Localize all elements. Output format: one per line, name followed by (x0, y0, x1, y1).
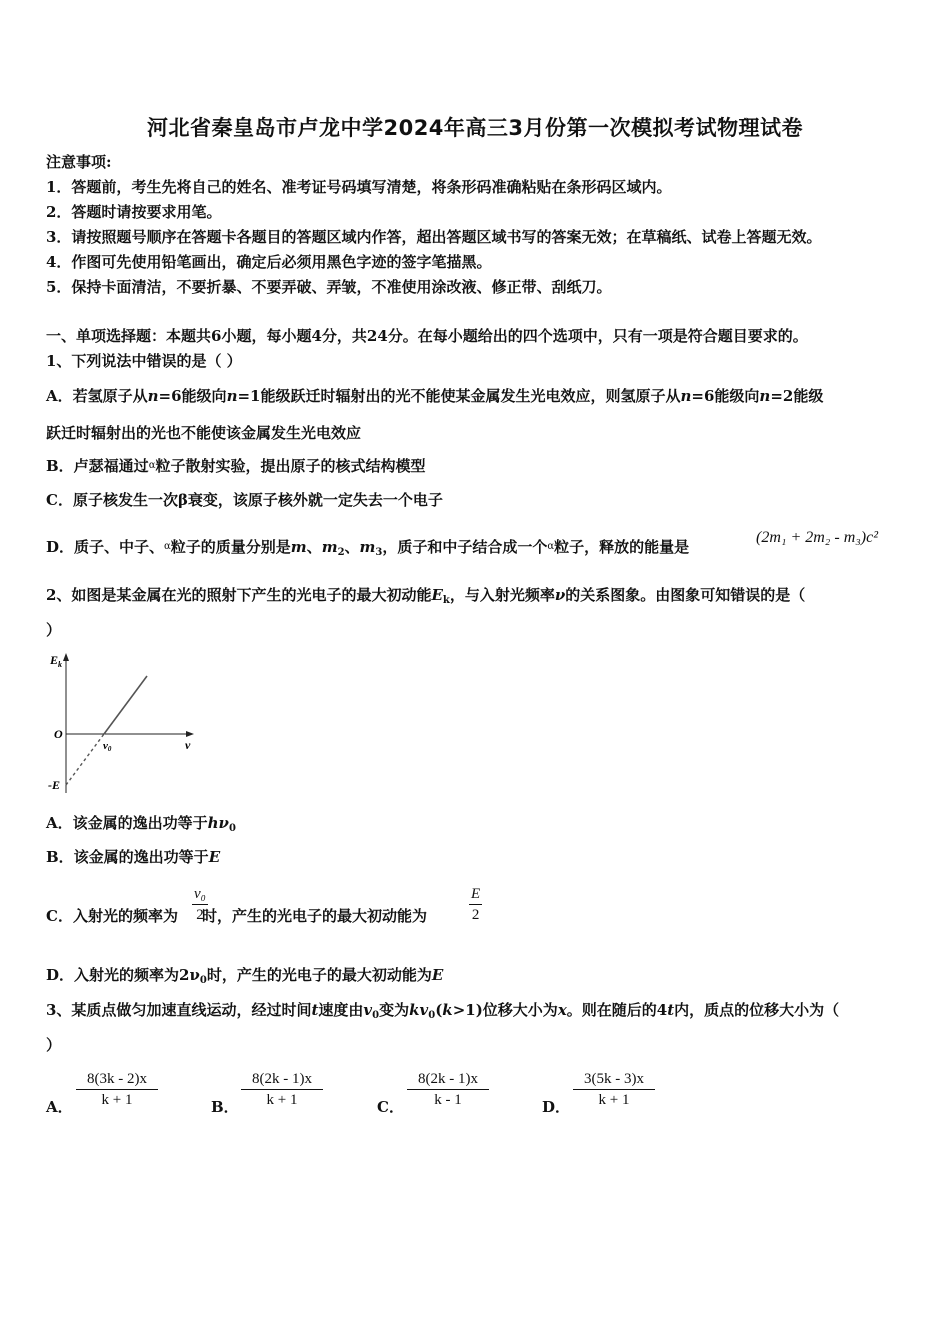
notice-item-1: 1．答题前，考生先将自己的姓名、准考证号码填写清楚，将条形码准确粘贴在条形码区域内。 (46, 178, 672, 196)
q2-option-d (46, 965, 443, 991)
q2-stem-text-3: 的关系图象。由图象可知错误的是（ (565, 586, 806, 604)
q1-d-m3-sub: 3 (375, 547, 383, 558)
q1-a-text-3: =1能级跃迁时辐射出的光不能使某金属发生光电效应，则氢原子从 (237, 387, 681, 405)
q3-b-den: k + 1 (266, 1092, 298, 1108)
q3-stem-k: k (442, 1001, 453, 1019)
q3-stem-v0: v (363, 1001, 373, 1019)
q1-stem: 1、下列说法中错误的是（ ） (46, 352, 242, 370)
q1-d-text-4: 粒子，释放的能量是 (554, 538, 690, 556)
q2-a-text-1: A．该金属的逸出功等于 (46, 814, 208, 832)
q3-stem-kv0-sub: 0 (428, 1010, 436, 1021)
q3-option-c-letter: C． (377, 1098, 404, 1116)
q3-stem-text-1: 3、某质点做匀加速直线运动，经过时间 (46, 1001, 312, 1019)
notice-item-5: 5．保持卡面清洁，不要折暴、不要弄破、弄皱，不准使用涂改液、修正带、刮纸刀。 (46, 278, 612, 296)
y-axis-label (49, 653, 62, 669)
q3-stem-text-4: ( (435, 1001, 443, 1019)
q3-stem-text-2: 速度由 (318, 1001, 364, 1019)
notice-item-4: 4．作图可先使用铅笔画出，确定后必须用黑色字迹的签字笔描黑。 (46, 253, 492, 271)
q1-d-alpha-1: α (164, 541, 171, 552)
q1-a-text-5: =2能级 (770, 387, 824, 405)
ek-line-solid (104, 676, 147, 734)
q2-c-frac1-num: ν₀ (194, 886, 206, 902)
q2-d-text-2: 时，产生的光电子的最大初动能为 (206, 966, 432, 984)
q3-c-num: 8(2k - 1)x (418, 1071, 478, 1087)
q3-option-a-fraction (76, 1069, 158, 1110)
q2-option-b (46, 847, 220, 867)
q3-option-b-letter: B． (211, 1098, 239, 1116)
q1-a-n4: n (759, 387, 771, 405)
q2-option-c (46, 906, 427, 926)
q3-c-den: k - 1 (434, 1092, 462, 1108)
q1-option-b (46, 456, 425, 476)
q2-stem (46, 585, 805, 611)
q2-stem-v: ν (554, 586, 566, 604)
y-axis-label-sub: k (58, 660, 63, 669)
q3-option-d-letter: D． (542, 1098, 571, 1116)
q1-a-n2: n (226, 387, 238, 405)
q3-option-a-letter: A． (46, 1098, 73, 1116)
q1-d-sep-1: 、 (306, 538, 322, 556)
x-axis-label: ν (185, 738, 191, 752)
q1-d-m2: m (321, 538, 338, 556)
q3-stem-line2: ） (46, 1036, 62, 1054)
q3-stem-text-7: 内，质点的位移大小为（ (674, 1001, 840, 1019)
q3-stem-x: x (557, 1001, 567, 1019)
q1-a-text-4: =6能级向 (691, 387, 760, 405)
ek-vs-frequency-graph (46, 648, 206, 798)
q3-stem-text-3: 变为 (379, 1001, 410, 1019)
q1-d-m1: m (290, 538, 307, 556)
q3-d-den: k + 1 (598, 1092, 630, 1108)
y-axis-label-main: E (50, 653, 59, 667)
q2-a-hv: hν (207, 814, 229, 832)
q3-option-d-fraction (573, 1069, 655, 1110)
q1-a-n1: n (147, 387, 159, 405)
q3-option-b-fraction (241, 1069, 323, 1110)
intercept-label (103, 740, 112, 753)
q3-stem-text-6: 。则在随后的4 (566, 1001, 668, 1019)
q3-b-num: 8(2k - 1)x (252, 1071, 312, 1087)
q3-a-num: 8(3k - 2)x (87, 1071, 147, 1087)
q2-a-hv-sub: 0 (228, 823, 236, 834)
intercept-label-main: ν (103, 740, 108, 752)
q3-option-c-fraction (407, 1069, 489, 1110)
q1-d-text-1: D．质子、中子、 (46, 538, 165, 556)
origin-label: O (54, 727, 63, 741)
q2-stem-ek-sub: k (442, 595, 450, 606)
q2-stem-line2: ） (46, 621, 62, 639)
q2-b-e: E (208, 848, 221, 866)
q1-option-c: C．原子核发生一次β衰变，该原子核外就一定失去一个电子 (46, 491, 443, 509)
q2-d-text-1: D．入射光的频率为2ν (46, 966, 200, 984)
q1-b-alpha: α (148, 460, 156, 471)
q1-a-text-2: =6能级向 (158, 387, 227, 405)
q3-a-den: k + 1 (101, 1092, 133, 1108)
page-title: 河北省秦皇岛市卢龙中学2024年高三3月份第一次模拟考试物理试卷 (146, 116, 804, 140)
q2-c-fraction-freq (192, 884, 208, 925)
q1-d-text-2: 粒子的质量分别是 (170, 538, 291, 556)
q2-c-text-1: C．入射光的频率为 (46, 907, 178, 925)
q1-d-energy-formula: (2m₁ + 2m₂ - m₃)c² (756, 529, 879, 546)
q3-stem-t: t (311, 1001, 319, 1019)
q2-stem-text-1: 2、如图是某金属在光的照射下产生的光电子的最大初动能 (46, 586, 432, 604)
q3-stem-v0-sub: 0 (372, 1010, 380, 1021)
q1-d-text-3: ，质子和中子结合成一个 (382, 538, 548, 556)
q2-option-a (46, 813, 236, 839)
q1-b-text-1: B．卢瑟福通过 (46, 457, 149, 475)
q2-c-frac1-den: 2 (196, 907, 204, 923)
q1-a-n3: n (680, 387, 692, 405)
negative-intercept-label: -E (48, 778, 60, 792)
q2-d-e: E (431, 966, 444, 984)
q1-a-text-1: A．若氢原子从 (46, 387, 148, 405)
x-axis-arrow (186, 731, 194, 737)
q1-d-m3: m (359, 538, 376, 556)
q1-d-sep-2: 、 (344, 538, 360, 556)
notice-item-2: 2．答题时请按要求用笔。 (46, 203, 222, 221)
q2-c-text-2: 时，产生的光电子的最大初动能为 (201, 907, 427, 925)
notice-heading: 注意事项: (46, 153, 112, 171)
q2-b-text-1: B．该金属的逸出功等于 (46, 848, 209, 866)
q2-stem-ek: E (431, 586, 443, 604)
q1-b-text-2: 粒子散射实验，提出原子的核式结构模型 (155, 457, 426, 475)
notice-item-3: 3．请按照题号顺序在答题卡各题目的答题区域内作答，超出答题区域书写的答案无效；在草稿纸、试卷上答题无效。 (46, 228, 822, 246)
q1-option-d (46, 537, 689, 563)
ek-line-dashed (66, 734, 104, 785)
q2-c-fraction-energy (469, 884, 482, 925)
q3-stem-kv0: kv (409, 1001, 429, 1019)
y-axis-arrow (63, 653, 69, 661)
q3-d-num: 3(5k - 3)x (584, 1071, 644, 1087)
q3-stem-t2: t (667, 1001, 675, 1019)
q2-d-sub: 0 (199, 975, 207, 986)
q3-stem (46, 1000, 839, 1026)
q1-option-a-line2: 跃迁时辐射出的光也不能使该金属发生光电效应 (46, 424, 362, 442)
q3-stem-text-5: >1)位移大小为 (452, 1001, 558, 1019)
q1-option-a (46, 386, 823, 406)
q2-stem-text-2: ，与入射光频率 (449, 586, 555, 604)
intercept-label-sub: 0 (107, 745, 112, 753)
q1-d-m2-sub: 2 (337, 547, 345, 558)
q1-d-alpha-2: α (547, 541, 555, 552)
q2-c-frac2-den: 2 (471, 907, 480, 923)
q2-c-frac2-num: E (471, 886, 481, 902)
section-heading: 一、单项选择题：本题共6小题，每小题4分，共24分。在每小题给出的四个选项中，只有一项是符合题目要求的。 (46, 327, 808, 345)
